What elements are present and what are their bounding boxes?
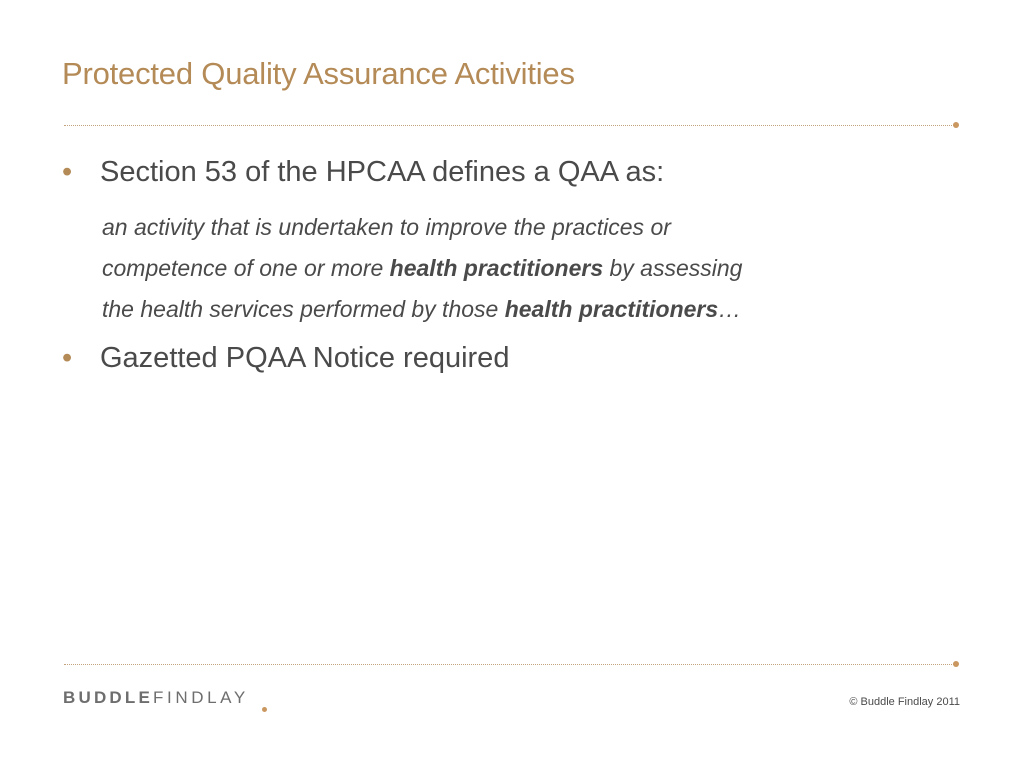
top-divider-dot bbox=[953, 122, 959, 128]
quote-emphasis: health practitioners bbox=[389, 255, 604, 281]
logo-word-1: BUDDLE bbox=[63, 688, 154, 707]
quote-text: competence of one or more bbox=[102, 255, 390, 281]
copyright-notice: © Buddle Findlay 2011 bbox=[849, 696, 960, 708]
company-logo bbox=[63, 688, 249, 708]
quote-line-2 bbox=[102, 248, 922, 289]
bullet-text: Gazetted PQAA Notice required bbox=[100, 342, 510, 374]
quote-line-1 bbox=[102, 207, 922, 248]
bullet-marker: • bbox=[62, 342, 73, 374]
quote-emphasis: health practitioners bbox=[504, 296, 719, 322]
bullet-item-2 bbox=[62, 342, 509, 375]
bottom-divider-dot bbox=[953, 661, 959, 667]
logo-word-2: FINDLAY bbox=[153, 688, 249, 707]
quote-line-3 bbox=[102, 289, 922, 330]
bottom-divider bbox=[64, 664, 954, 665]
top-divider bbox=[64, 125, 954, 126]
quote-text: the health services performed by those bbox=[102, 296, 505, 322]
bullet-item-1 bbox=[62, 156, 664, 189]
bullet-marker: • bbox=[62, 156, 73, 188]
quote-text: … bbox=[718, 296, 742, 322]
quote-text: by assessing bbox=[603, 255, 743, 281]
quote-text: an activity that is undertaken to improve the practices or bbox=[102, 214, 671, 240]
slide-title: Protected Quality Assurance Activities bbox=[62, 56, 575, 91]
bullet-text: Section 53 of the HPCAA defines a QAA as: bbox=[100, 156, 665, 188]
definition-quote bbox=[102, 207, 922, 330]
logo-dot bbox=[262, 707, 267, 712]
